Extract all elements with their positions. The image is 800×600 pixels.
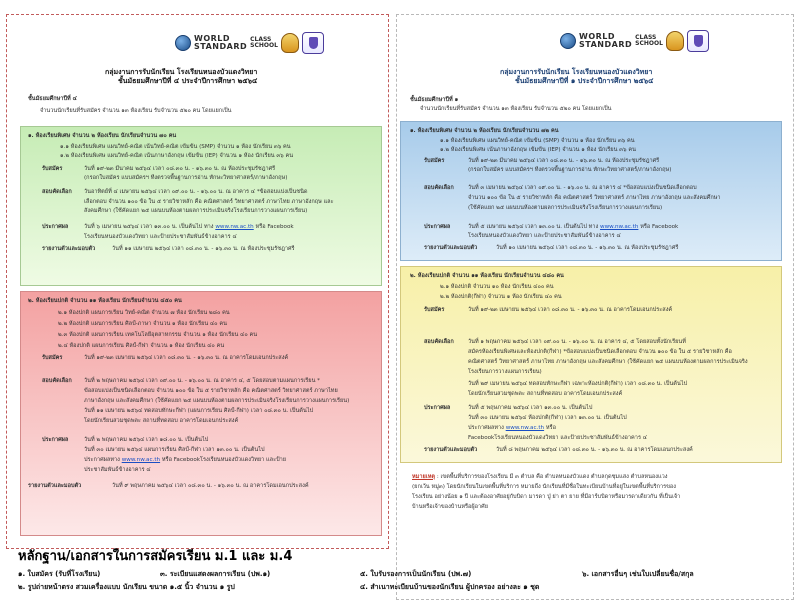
list-item: ๒.๑ ห้องปกติ จำนวน ๑๐ ห้อง นักเรียน ๔๐๐ คน <box>440 284 554 290</box>
apply-label: รับสมัคร <box>42 355 63 361</box>
announce-label: ประกาศผล <box>424 405 451 411</box>
list-item: ๑.๒ ห้องเรียนพิเศษ แผนวิทย์-คณิต เน้นภาษาอังกฤษ เข้มข้น (IEP) จำนวน ๑ ห้อง นักเรียน ๓๖ คน <box>60 153 294 159</box>
note-text: โรงเรียน อย่างน้อย ๑ ปี และต้องอาศัยอยู่กับบิดา มารดา ปู่ ย่า ตา ยาย ที่มีอาร์บบิดาหรือมารดาเดียวกัน ที่เป็นเจ้า <box>412 494 681 500</box>
exam-label: สอบคัดเลือก <box>424 339 454 345</box>
announce-text: โรงเรียนหนองบัวแดงวิทยา และป้ายประชาสัมพันธ์ข้างอาคาร ๔ <box>84 234 237 240</box>
regular-heading: ๒. ห้องเรียนปกติ จำนวน ๑๑ ห้องเรียน นักเรียนจำนวน ๔๘๐ คน <box>410 273 564 279</box>
exam-text: จำนวน ๑๐๐ ข้อ ใน ๕ รายวิชาหลัก คือ คณิตศาสตร์ วิทยาศาสตร์ ภาษาไทย ภาษาอังกฤษ และสังคมศึกษา <box>468 195 721 201</box>
school-emblem-icon <box>281 33 299 53</box>
report-text: วันที่ ๑๐ เมษายน ๒๕๖๔ เวลา ๐๘.๓๐ น. - ๑๖.๓๐ น. ณ ห้องประชุมรัชฎาศรี <box>496 245 679 251</box>
level-label: ชั้นมัธยมศึกษาปีที่ ๔ <box>28 96 77 102</box>
list-item: ๒.๒ ห้องปกติ แผนการเรียน ศิลป์-ภาษา จำนวน ๑ ห้อง นักเรียน ๔๐ คน <box>58 321 227 327</box>
exam-text: สังคมศึกษา (ใช้คัดแยก ๒๕ แผนบนห้องตามผลการประเมินจริงโรงเรียนการวางแผนการเรียน) <box>84 208 308 214</box>
announce-text: วันที่ ๕ เมษายน ๒๕๖๔ เวลา ๑๓.๐๐ น. เป็นต้นไป ทาง <box>468 224 599 230</box>
list-item: ๑.๑ ห้องเรียนพิเศษ แผนวิทย์-คณิต เข้มข้น (SMP) จำนวน ๑ ห้อง นักเรียน ๓๖ คน <box>440 138 635 144</box>
total-seats-text: จำนวนนักเรียนที่รับสมัคร จำนวน ๑๓ ห้องเรียน รับจำนวน ๕๒๐ คน โดยแยกเป็น <box>420 106 612 112</box>
list-item: ๒.๔ ห้องปกติ แผนการเรียน ศิลป์-กีฬา จำนวน ๑ ห้อง นักเรียน ๔๐ คน <box>58 343 225 349</box>
list-item: ๒.๓ ห้องปกติ แผนการเรียน เทคโนโลยีอุตสาหกรรม จำนวน ๑ ห้อง นักเรียน ๔๐ คน <box>58 332 258 338</box>
report-label: รายงานตัวและมอบตัว <box>424 245 478 251</box>
announce-label: ประกาศผล <box>424 224 451 230</box>
apply-label: รับสมัคร <box>424 158 445 164</box>
exam-text: เลือกตอบ จำนวน ๑๐๐ ข้อ ใน ๕ รายวิชาหลัก คือ คณิตศาสตร์ วิทยาศาสตร์ ภาษาไทย ภาษาอังกฤษ และ <box>84 199 334 205</box>
exam-text: โรงเรียนการวางแผนการเรียน) <box>468 369 542 375</box>
note-text: บ้านหรือเจ้าของบ้านหรือผู้อาศัย <box>412 504 488 510</box>
announce-label: ประกาศผล <box>42 224 69 230</box>
total-seats-text: จำนวนนักเรียนที่รับสมัคร จำนวน ๑๓ ห้องเรียน รับจำนวน ๕๒๐ คน โดยแยกเป็น <box>40 108 232 114</box>
announce-text: ประกาศผลทาง <box>84 457 120 463</box>
report-text: วันที่ ๙ พฤษภาคม ๒๕๖๔ เวลา ๐๘.๓๐ น. - ๑๖.๓๐ น. ณ อาคารโดมเอนกประสงค์ <box>112 483 309 489</box>
announce-text: วันที่ ๒ พฤษภาคม ๒๕๖๔ เวลา ๑๘.๐๐ น. เป็นต้นไป <box>84 437 209 443</box>
exam-text: วันที่ ๓ เมษายน ๒๕๖๔ เวลา ๐๙.๐๐ น. - ๑๖.๐๐ น. ณ อาคาร ๔ *ข้อสอบแบ่งเป็นชนิดเลือกตอบ <box>468 185 697 191</box>
list-item: ๑.๒ ห้องเรียนพิเศษ เน้นภาษาอังกฤษ เข้มข้น (IEP) จำนวน ๑ ห้อง นักเรียน ๓๖ คน <box>440 147 636 153</box>
website-link[interactable]: www.nw.ac.th <box>121 457 161 463</box>
report-label: รายงานตัวและมอบตัว <box>28 483 82 489</box>
exam-text: ภาษาอังกฤษ และสังคมศึกษา (ใช้คัดแยก ๒๕ แผนบนห้องตามผลการประเมินจริงโรงเรียนการวางแผนการเรียน) <box>84 398 350 404</box>
globe-icon <box>560 33 576 49</box>
exam-label: สอบคัดเลือก <box>424 185 454 191</box>
announce-text: Facebookโรงเรียนหนองบัวแดงวิทยา และป้ายประชาสัมพันธ์ข้างอาคาร ๔ <box>468 435 647 441</box>
report-text: วันที่ ๑๑ เมษายน ๒๕๖๔ เวลา ๐๘.๓๐ น. - ๑๖.๓๐ น. ณ ห้องประชุมรัชฎาศรี <box>112 246 295 252</box>
announce-text: วันที่ ๕ พฤษภาคม ๒๕๖๔ เวลา ๑๓.๐๐ น. เป็นต้นไป <box>468 405 593 411</box>
note-label: หมายเหตุ <box>412 474 436 480</box>
announce-text: ประชาสัมพันธ์ข้างอาคาร ๔ <box>84 467 151 473</box>
list-item: ๑.๑ ห้องเรียนพิเศษ แผนวิทย์-คณิต เน้นวิทย์-คณิต เข้มข้น (SMP) จำนวน ๑ ห้อง นักเรียน ๓๖ คน <box>60 144 291 150</box>
document-item: ๔. สำเนาทะเบียนบ้านของนักเรียน ผู้ปกครอง อย่างละ ๑ ชุด <box>360 583 540 591</box>
page-subtitle: ชั้นมัธยมศึกษาปีที่ ๔ ประจำปีการศึกษา ๒๕๖๔ <box>118 77 258 85</box>
page-title: กลุ่มงานการรับนักเรียน โรงเรียนหนองบัวแดงวิทยา <box>105 68 258 76</box>
apply-label: รับสมัคร <box>42 166 63 172</box>
exam-text: สมัครห้องเรียนพิเศษและห้องปกติ(กีฬา) *ข้อสอบแบ่งเป็นชนิดเลือกตอบ จำนวน ๑๐๐ ข้อ ใน ๕ รายวิชาหลัก คือ <box>468 349 732 355</box>
world-class-logo: WORLD STANDARD <box>579 32 633 49</box>
special-heading: ๑. ห้องเรียนพิเศษ จำนวน ๒ ห้องเรียน นักเรียนจำนวน ๗๐ คน <box>28 133 177 139</box>
exam-text: (ใช้คัดแยก ๒๕ แผนบนห้องตามผลการประเมินจริงโรงเรียนการวางแผนการเรียน) <box>468 205 663 211</box>
announce-text: วันที่ ๓๐ เมษายน ๒๕๖๔ แผนการเรียน ศิลป์-กีฬา เวลา ๑๓.๐๐ น. เป็นต้นไป <box>84 447 265 453</box>
school-emblem-icon <box>666 31 684 51</box>
globe-icon <box>175 35 191 51</box>
website-link[interactable]: www.nw.ac.th <box>505 425 545 431</box>
page-title: กลุ่มงานการรับนักเรียน โรงเรียนหนองบัวแดงวิทยา <box>500 68 653 76</box>
list-item: ๒.๒ ห้องปกติ(กีฬา) จำนวน ๑ ห้อง นักเรียน ๔๐ คน <box>440 294 562 300</box>
exam-text: วันที่ ๒๙ เมษายน ๒๕๖๔ ทดสอบทักษะกีฬา เฉพาะห้องปกติ(กีฬา) เวลา ๐๘.๓๐ น. เป็นต้นไป <box>468 381 688 387</box>
exam-text: ข้อสอบแบ่งเป็นชนิดเลือกตอบ จำนวน ๑๐๐ ข้อ ใน ๕ รายวิชาหลัก คือ คณิตศาสตร์ วิทยาศาสตร์ ภาษาไทย <box>84 388 338 394</box>
exam-label: สอบคัดเลือก <box>42 189 72 195</box>
announce-text: วันที่ ๓๐ เมษายน ๒๕๖๔ ห้องปกติ(กีฬา) เวลา ๑๓.๐๐ น. เป็นต้นไป <box>468 415 627 421</box>
website-link[interactable]: www.nw.ac.th <box>215 224 254 230</box>
announce-label: ประกาศผล <box>42 437 69 443</box>
apply-text: (กรอกใบสมัคร แบบสมัครฯ ทีงตรวจพื้นฐานการอ่าน ทักษะวิทยาศาสตร์/ภาษาอังกฤษ) <box>468 167 672 173</box>
apply-text: วันที่ ๑๙-๒๓ มีนาคม ๒๕๖๔ เวลา ๐๘.๓๐ น. - ๑๖.๓๐ น. ณ ห้องประชุมรัชฎาศรี <box>468 158 660 164</box>
document-item: ๖. เอกสารอื่นๆ เช่นใบเปลี่ยนชื่อ/สกุล <box>582 570 694 578</box>
website-link[interactable]: www.nw.ac.th <box>600 224 639 230</box>
document-item: ๓. ระเบียนแสดงผลการเรียน (ปพ.๑) <box>160 570 271 578</box>
apply-text: วันที่ ๑๙-๒๓ มีนาคม ๒๕๖๔ เวลา ๐๘.๓๐ น. - ๑๖.๓๐ น. ณ ห้องประชุมรัชฎาศรี <box>84 166 276 172</box>
document-item: ๑. ใบสมัคร (รับที่โรงเรียน) <box>18 570 101 578</box>
announce-text: ประกาศผลทาง <box>468 425 504 431</box>
exam-text: วันอาทิตย์ที่ ๔ เมษายน ๒๕๖๔ เวลา ๐๙.๐๐ น. - ๑๖.๐๐ น. ณ อาคาร ๔ *ข้อสอบแบ่งเป็นชนิด <box>84 189 308 195</box>
exam-text: โดยนักเรียนสวมชุดพละ สถานที่ทดสอบ อาคารโดมเอนกประสงค์ <box>84 418 239 424</box>
apply-text: วันที่ ๑๙-๒๓ เมษายน ๒๕๖๔ เวลา ๐๘.๓๐ น. - ๑๖.๓๐ น. ณ อาคารโดมเอนกประสงค์ <box>468 307 673 313</box>
exam-text: วันที่ ๑๑ เมษายน ๒๕๖๔ ทดสอบทักษะกีฬา (แผนการเรียน ศิลป์-กีฬา) เวลา ๐๘.๓๐ น. เป็นต้นไป <box>84 408 314 414</box>
exam-text: คณิตศาสตร์ วิทยาศาสตร์ ภาษาไทย ภาษาอังกฤษ และสังคมศึกษา (ใช้คัดแยก ๒๕ แผนบนห้องตามผลการประเมินจริง <box>468 359 748 365</box>
list-item: ๒.๑ ห้องปกติ แผนการเรียน วิทย์-คณิต จำนวน ๗ ห้อง นักเรียน ๒๘๐ คน <box>58 310 230 316</box>
special-heading: ๑. ห้องเรียนพิเศษ จำนวน ๒ ห้องเรียน นักเรียนจำนวน ๗๒ คน <box>410 128 559 134</box>
regular-heading: ๒. ห้องเรียนปกติ จำนวน ๑๑ ห้องเรียน นักเรียนจำนวน ๔๕๐ คน <box>28 298 182 304</box>
level-label: ชั้นมัธยมศึกษาปีที่ ๑ <box>410 97 459 103</box>
report-label: รายงานตัวและมอบตัว <box>42 246 96 252</box>
obec-emblem-icon <box>687 30 709 52</box>
report-text: วันที่ ๘ พฤษภาคม ๒๕๖๔ เวลา ๐๘.๓๐ น. - ๑๖.๓๐ น. ณ อาคารโดมเอนกประสงค์ <box>496 447 693 453</box>
exam-label: สอบคัดเลือก <box>42 378 72 384</box>
note-text: : เขตพื้นที่บริการของโรงเรียน มี ๓ ตำบล คือ ตำบลหนองบัวแดง ตำบลกุดชุมแสง ตำบลหนองแวง <box>436 474 668 480</box>
apply-text: วันที่ ๑๙-๒๓ เมษายน ๒๕๖๔ เวลา ๐๘.๓๐ น. - ๑๖.๓๐ น. ณ อาคารโดมเอนกประสงค์ <box>84 355 289 361</box>
exam-text: วันที่ ๑ พฤษภาคม ๒๕๖๔ เวลา ๐๙.๐๐ น. - ๑๖.๐๐ น. ณ อาคาร ๔, ๕ โดยสอบทั้งนักเรียนที่ <box>468 339 686 345</box>
apply-label: รับสมัคร <box>424 307 445 313</box>
school-logos: WORLD STANDARD CLASS SCHOOL <box>560 30 709 52</box>
document-item: ๕. ใบรับรองการเป็นนักเรียน (ปพ.๗) <box>360 570 472 578</box>
document-item: ๒. รูปถ่ายหน้าตรง สวมเครื่องแบบ นักเรียน ขนาด ๑.๕ นิ้ว จำนวน ๑ รูป <box>18 583 235 591</box>
apply-text: (กรอกใบสมัคร แบบสมัครฯ ทีงตรวจพื้นฐานการอ่าน ทักษะวิทยาศาสตร์/ภาษาอังกฤษ) <box>84 175 288 181</box>
exam-text: วันที่ ๒ พฤษภาคม ๒๕๖๔ เวลา ๐๙.๐๐ น. - ๑๖.๐๐ น. ณ อาคาร ๔, ๕ โดยสอบตามแผนการเรียน * <box>84 378 320 384</box>
exam-text: โดยนักเรียนสวมชุดพละ สถานที่ทดสอบ อาคารโดมเอนกประสงค์ <box>468 391 623 397</box>
page-subtitle: ชั้นมัธยมศึกษาปีที่ ๑ ประจำปีการศึกษา ๒๕๖๔ <box>515 77 654 85</box>
world-class-logo: WORLD STANDARD <box>194 34 248 51</box>
report-label: รายงานตัวและมอบตัว <box>424 447 478 453</box>
obec-emblem-icon <box>302 32 324 54</box>
school-logos: WORLD STANDARD CLASS SCHOOL <box>175 32 324 54</box>
note-text: (ยกเว้น หมู่๓) โดยนักเรียนในเขตพื้นที่บริการ หมายถึง นักเรียนที่มีชื่อในทะเบียนบ้านที่อยู่ในเขตพื้นที่บริการของ <box>412 484 677 490</box>
announce-text: วันที่ ๖ เมษายน ๒๕๖๔ เวลา ๑๓.๐๐ น. เป็นต้นไป ทาง <box>84 224 214 230</box>
announce-text: โรงเรียนหนองบัวแดงวิทยา และป้ายประชาสัมพันธ์ข้างอาคาร ๔ <box>468 233 621 239</box>
documents-title: หลักฐาน/เอกสารในการสมัครเรียน ม.1 และ ม.4 <box>18 549 293 564</box>
